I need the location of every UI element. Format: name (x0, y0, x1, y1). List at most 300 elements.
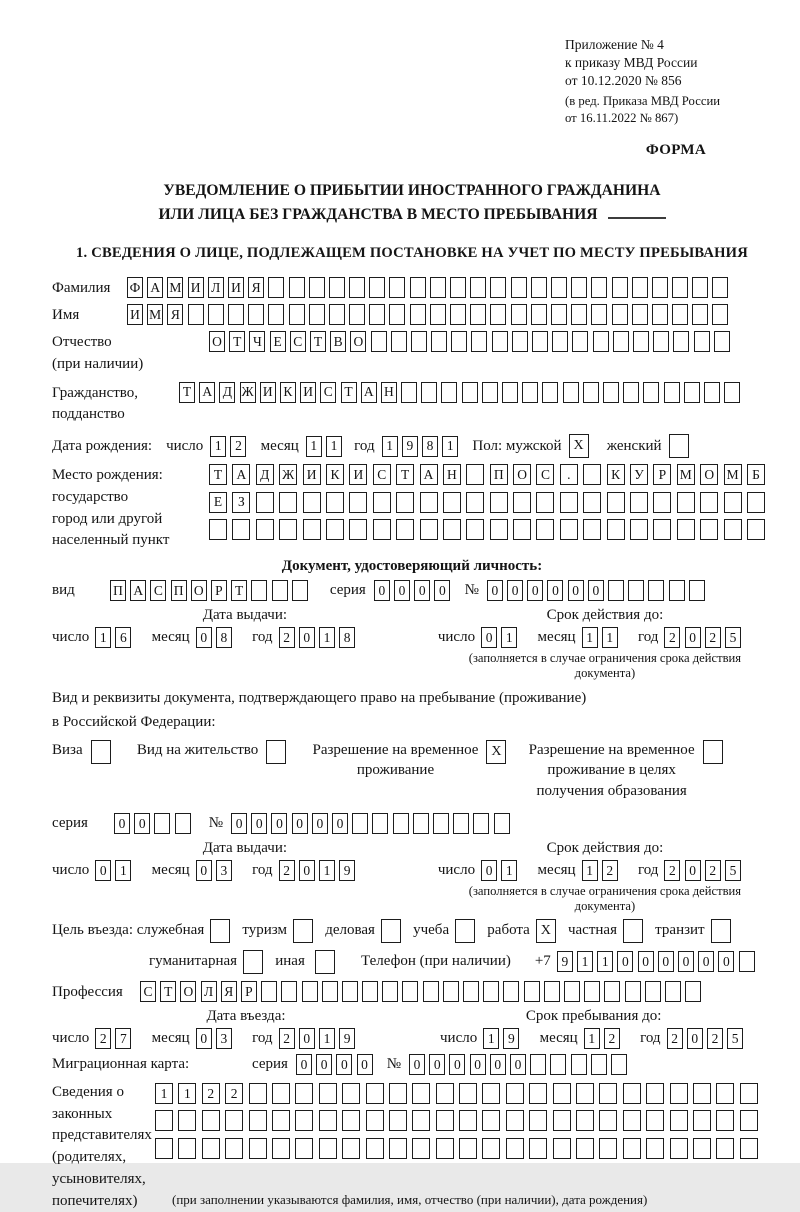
char-box[interactable] (672, 277, 688, 298)
char-box[interactable]: X (486, 740, 506, 764)
char-box[interactable]: 0 (434, 580, 450, 601)
char-box[interactable]: 1 (155, 1083, 173, 1104)
char-box[interactable] (154, 813, 170, 834)
char-box[interactable] (326, 492, 344, 513)
char-box[interactable] (319, 1083, 337, 1104)
char-box[interactable] (389, 304, 405, 325)
char-box[interactable] (560, 519, 578, 540)
char-box[interactable] (225, 1110, 243, 1131)
char-box[interactable] (513, 492, 531, 513)
char-box[interactable]: 0 (547, 580, 563, 601)
permit-valid-year-input[interactable] (664, 860, 745, 881)
char-box[interactable]: 0 (299, 860, 315, 881)
char-box[interactable]: 7 (115, 1028, 131, 1049)
char-box[interactable] (366, 1110, 384, 1131)
char-box[interactable] (225, 1138, 243, 1159)
char-box[interactable] (396, 519, 414, 540)
char-box[interactable] (511, 277, 527, 298)
char-box[interactable]: 0 (114, 813, 130, 834)
char-box[interactable]: 9 (557, 951, 573, 972)
id-valid-month-input[interactable] (582, 627, 622, 648)
char-box[interactable] (593, 331, 609, 352)
char-box[interactable]: И (188, 277, 204, 298)
char-box[interactable] (342, 1138, 360, 1159)
char-box[interactable] (611, 1054, 627, 1075)
char-box[interactable]: И (127, 304, 143, 325)
char-box[interactable] (583, 464, 601, 485)
char-box[interactable] (677, 492, 695, 513)
stay-day-input[interactable] (483, 1028, 523, 1049)
char-box[interactable] (643, 382, 659, 403)
visa-checkbox[interactable] (91, 740, 115, 764)
char-box[interactable]: 0 (414, 580, 430, 601)
char-box[interactable] (295, 1138, 313, 1159)
char-box[interactable] (584, 981, 600, 1002)
char-box[interactable]: 0 (568, 580, 584, 601)
char-box[interactable] (455, 919, 475, 943)
char-box[interactable] (381, 919, 401, 943)
char-box[interactable] (653, 492, 671, 513)
char-box[interactable] (362, 981, 378, 1002)
char-box[interactable]: 0 (490, 1054, 506, 1075)
char-box[interactable] (256, 519, 274, 540)
char-box[interactable] (716, 1083, 734, 1104)
char-box[interactable]: К (607, 464, 625, 485)
char-box[interactable] (366, 1083, 384, 1104)
char-box[interactable]: О (209, 331, 225, 352)
char-box[interactable]: 1 (326, 436, 342, 457)
char-box[interactable] (342, 1110, 360, 1131)
char-box[interactable]: 0 (394, 580, 410, 601)
char-box[interactable] (315, 950, 335, 974)
char-box[interactable] (155, 1138, 173, 1159)
char-box[interactable] (623, 1110, 641, 1131)
char-box[interactable] (599, 1110, 617, 1131)
humanitarian-checkbox[interactable] (243, 950, 267, 974)
temp-permit-checkbox[interactable] (486, 740, 510, 764)
char-box[interactable]: Т (229, 331, 245, 352)
char-box[interactable] (396, 492, 414, 513)
char-box[interactable]: А (420, 464, 438, 485)
char-box[interactable]: С (150, 580, 166, 601)
id-series-input[interactable] (374, 580, 455, 601)
char-box[interactable] (512, 331, 528, 352)
char-box[interactable] (281, 981, 297, 1002)
char-box[interactable] (564, 981, 580, 1002)
birth-month-input[interactable] (306, 436, 346, 457)
char-box[interactable] (490, 277, 506, 298)
name-input[interactable] (127, 304, 733, 325)
permit-issue-month-input[interactable] (196, 860, 236, 881)
char-box[interactable] (603, 382, 619, 403)
char-box[interactable]: Д (256, 464, 274, 485)
char-box[interactable] (740, 1083, 758, 1104)
char-box[interactable] (613, 331, 629, 352)
char-box[interactable] (303, 492, 321, 513)
char-box[interactable] (389, 1083, 407, 1104)
char-box[interactable] (511, 304, 527, 325)
char-box[interactable] (628, 580, 644, 601)
char-box[interactable] (430, 277, 446, 298)
char-box[interactable] (248, 304, 264, 325)
char-box[interactable]: 1 (442, 436, 458, 457)
char-box[interactable]: Д (219, 382, 235, 403)
male-checkbox[interactable] (569, 434, 593, 458)
char-box[interactable]: 3 (216, 1028, 232, 1049)
char-box[interactable]: 8 (422, 436, 438, 457)
char-box[interactable] (188, 304, 204, 325)
char-box[interactable]: 0 (481, 860, 497, 881)
char-box[interactable]: 0 (588, 580, 604, 601)
char-box[interactable] (431, 331, 447, 352)
char-box[interactable]: В (330, 331, 346, 352)
char-box[interactable] (747, 519, 765, 540)
char-box[interactable] (369, 304, 385, 325)
char-box[interactable] (256, 492, 274, 513)
char-box[interactable]: 9 (339, 860, 355, 881)
char-box[interactable] (175, 813, 191, 834)
char-box[interactable] (571, 277, 587, 298)
char-box[interactable]: 1 (483, 1028, 499, 1049)
char-box[interactable]: 0 (409, 1054, 425, 1075)
char-box[interactable]: 2 (602, 860, 618, 881)
char-box[interactable] (421, 382, 437, 403)
char-box[interactable]: 2 (705, 627, 721, 648)
char-box[interactable] (576, 1083, 594, 1104)
char-box[interactable]: 0 (299, 1028, 315, 1049)
char-box[interactable] (672, 304, 688, 325)
patronymic-input[interactable] (209, 331, 734, 352)
char-box[interactable]: 0 (271, 813, 287, 834)
char-box[interactable] (552, 331, 568, 352)
char-box[interactable] (272, 1138, 290, 1159)
char-box[interactable] (553, 1110, 571, 1131)
char-box[interactable] (371, 331, 387, 352)
char-box[interactable] (249, 1110, 267, 1131)
char-box[interactable] (272, 1083, 290, 1104)
char-box[interactable] (309, 277, 325, 298)
id-number-input[interactable] (487, 580, 709, 601)
char-box[interactable] (551, 304, 567, 325)
char-box[interactable] (450, 277, 466, 298)
char-box[interactable] (572, 331, 588, 352)
permit-issue-year-input[interactable] (279, 860, 360, 881)
char-box[interactable] (529, 1138, 547, 1159)
char-box[interactable] (529, 1110, 547, 1131)
char-box[interactable] (319, 1138, 337, 1159)
char-box[interactable] (459, 1083, 477, 1104)
char-box[interactable] (462, 382, 478, 403)
char-box[interactable]: 0 (374, 580, 390, 601)
char-box[interactable] (266, 740, 286, 764)
char-box[interactable] (694, 331, 710, 352)
char-box[interactable] (451, 331, 467, 352)
char-box[interactable]: 2 (225, 1083, 243, 1104)
char-box[interactable] (669, 434, 689, 458)
char-box[interactable] (531, 304, 547, 325)
char-box[interactable]: М (724, 464, 742, 485)
char-box[interactable]: Е (270, 331, 286, 352)
char-box[interactable] (716, 1110, 734, 1131)
char-box[interactable] (466, 492, 484, 513)
char-box[interactable]: Т (179, 382, 195, 403)
char-box[interactable]: Е (209, 492, 227, 513)
char-box[interactable] (443, 519, 461, 540)
char-box[interactable]: 0 (316, 1054, 332, 1075)
char-box[interactable] (604, 981, 620, 1002)
char-box[interactable] (482, 382, 498, 403)
char-box[interactable] (389, 1110, 407, 1131)
char-box[interactable] (673, 331, 689, 352)
char-box[interactable] (202, 1138, 220, 1159)
char-box[interactable]: 0 (507, 580, 523, 601)
char-box[interactable] (653, 331, 669, 352)
char-box[interactable] (591, 277, 607, 298)
work-checkbox[interactable] (536, 919, 560, 943)
char-box[interactable]: 1 (178, 1083, 196, 1104)
char-box[interactable]: 2 (279, 627, 295, 648)
char-box[interactable] (450, 304, 466, 325)
char-box[interactable] (178, 1110, 196, 1131)
char-box[interactable] (482, 1110, 500, 1131)
char-box[interactable] (349, 492, 367, 513)
char-box[interactable]: 1 (501, 860, 517, 881)
char-box[interactable] (724, 382, 740, 403)
entry-year-input[interactable] (279, 1028, 360, 1049)
char-box[interactable] (352, 813, 368, 834)
char-box[interactable] (436, 1138, 454, 1159)
birth-day-input[interactable] (210, 436, 250, 457)
private-checkbox[interactable] (623, 919, 647, 943)
char-box[interactable] (716, 1138, 734, 1159)
char-box[interactable]: 0 (299, 627, 315, 648)
char-box[interactable]: 9 (339, 1028, 355, 1049)
char-box[interactable] (466, 519, 484, 540)
char-box[interactable]: О (180, 981, 196, 1002)
permit-valid-day-input[interactable] (481, 860, 521, 881)
id-valid-year-input[interactable] (664, 627, 745, 648)
char-box[interactable] (646, 1138, 664, 1159)
char-box[interactable] (740, 1110, 758, 1131)
char-box[interactable]: Л (208, 277, 224, 298)
char-box[interactable]: А (199, 382, 215, 403)
char-box[interactable] (420, 519, 438, 540)
mc-series-input[interactable] (296, 1054, 377, 1075)
char-box[interactable] (506, 1138, 524, 1159)
char-box[interactable]: 0 (196, 1028, 212, 1049)
char-box[interactable] (503, 981, 519, 1002)
birthplace-line3-input[interactable] (209, 519, 770, 540)
char-box[interactable] (633, 331, 649, 352)
char-box[interactable] (652, 304, 668, 325)
edu-permit-checkbox[interactable] (703, 740, 727, 764)
char-box[interactable] (482, 1138, 500, 1159)
char-box[interactable]: И (260, 382, 276, 403)
char-box[interactable] (232, 519, 250, 540)
char-box[interactable] (433, 813, 449, 834)
char-box[interactable]: 0 (698, 951, 714, 972)
char-box[interactable]: А (232, 464, 250, 485)
char-box[interactable] (724, 492, 742, 513)
char-box[interactable] (704, 382, 720, 403)
char-box[interactable] (289, 277, 305, 298)
char-box[interactable]: 0 (470, 1054, 486, 1075)
char-box[interactable]: . (560, 464, 578, 485)
char-box[interactable] (366, 1138, 384, 1159)
char-box[interactable] (630, 519, 648, 540)
char-box[interactable] (630, 492, 648, 513)
char-box[interactable] (670, 1083, 688, 1104)
char-box[interactable] (703, 740, 723, 764)
char-box[interactable]: 2 (604, 1028, 620, 1049)
char-box[interactable] (483, 981, 499, 1002)
char-box[interactable]: Н (443, 464, 461, 485)
char-box[interactable] (712, 277, 728, 298)
char-box[interactable] (536, 519, 554, 540)
char-box[interactable]: 0 (487, 580, 503, 601)
char-box[interactable]: А (130, 580, 146, 601)
citizenship-input[interactable] (179, 382, 744, 403)
char-box[interactable]: 1 (582, 860, 598, 881)
char-box[interactable] (209, 519, 227, 540)
char-box[interactable] (492, 331, 508, 352)
char-box[interactable] (470, 277, 486, 298)
char-box[interactable]: Т (231, 580, 247, 601)
char-box[interactable] (700, 492, 718, 513)
char-box[interactable] (599, 1138, 617, 1159)
char-box[interactable]: 0 (296, 1054, 312, 1075)
char-box[interactable] (665, 981, 681, 1002)
char-box[interactable]: И (300, 382, 316, 403)
char-box[interactable]: К (326, 464, 344, 485)
char-box[interactable] (272, 1110, 290, 1131)
char-box[interactable] (430, 304, 446, 325)
char-box[interactable]: П (171, 580, 187, 601)
char-box[interactable]: Ф (127, 277, 143, 298)
char-box[interactable] (295, 1083, 313, 1104)
char-box[interactable] (612, 277, 628, 298)
char-box[interactable]: 5 (725, 627, 741, 648)
char-box[interactable]: И (303, 464, 321, 485)
char-box[interactable] (302, 981, 318, 1002)
char-box[interactable]: 2 (667, 1028, 683, 1049)
char-box[interactable] (329, 277, 345, 298)
char-box[interactable]: С (290, 331, 306, 352)
char-box[interactable] (712, 304, 728, 325)
char-box[interactable] (692, 304, 708, 325)
entry-month-input[interactable] (196, 1028, 236, 1049)
char-box[interactable]: 1 (582, 627, 598, 648)
char-box[interactable]: 1 (577, 951, 593, 972)
char-box[interactable] (342, 1083, 360, 1104)
char-box[interactable]: 2 (664, 627, 680, 648)
char-box[interactable]: Я (248, 277, 264, 298)
char-box[interactable] (466, 464, 484, 485)
char-box[interactable] (524, 981, 540, 1002)
char-box[interactable] (453, 813, 469, 834)
char-box[interactable] (251, 580, 267, 601)
char-box[interactable] (249, 1083, 267, 1104)
char-box[interactable] (349, 519, 367, 540)
char-box[interactable] (645, 981, 661, 1002)
char-box[interactable]: 0 (134, 813, 150, 834)
char-box[interactable] (560, 492, 578, 513)
char-box[interactable] (747, 492, 765, 513)
char-box[interactable] (326, 519, 344, 540)
char-box[interactable]: С (140, 981, 156, 1002)
char-box[interactable] (401, 382, 417, 403)
char-box[interactable]: Б (747, 464, 765, 485)
char-box[interactable]: 0 (678, 951, 694, 972)
char-box[interactable] (443, 492, 461, 513)
char-box[interactable]: 0 (685, 860, 701, 881)
char-box[interactable]: X (536, 919, 556, 943)
char-box[interactable] (685, 981, 701, 1002)
char-box[interactable] (670, 1138, 688, 1159)
char-box[interactable]: 0 (429, 1054, 445, 1075)
char-box[interactable] (210, 919, 230, 943)
id-kind-input[interactable] (110, 580, 312, 601)
official-checkbox[interactable] (210, 919, 234, 943)
char-box[interactable]: 1 (602, 627, 618, 648)
char-box[interactable]: 2 (705, 860, 721, 881)
char-box[interactable]: 0 (357, 1054, 373, 1075)
char-box[interactable]: С (320, 382, 336, 403)
char-box[interactable] (463, 981, 479, 1002)
char-box[interactable] (420, 492, 438, 513)
char-box[interactable] (309, 304, 325, 325)
char-box[interactable] (623, 1083, 641, 1104)
char-box[interactable] (349, 277, 365, 298)
char-box[interactable]: 2 (202, 1083, 220, 1104)
id-valid-day-input[interactable] (481, 627, 521, 648)
char-box[interactable]: 0 (196, 860, 212, 881)
char-box[interactable] (490, 492, 508, 513)
char-box[interactable] (623, 382, 639, 403)
char-box[interactable]: X (569, 434, 589, 458)
char-box[interactable] (571, 304, 587, 325)
char-box[interactable]: М (677, 464, 695, 485)
char-box[interactable]: 1 (597, 951, 613, 972)
char-box[interactable] (550, 1054, 566, 1075)
char-box[interactable] (441, 382, 457, 403)
char-box[interactable] (410, 277, 426, 298)
business-checkbox[interactable] (381, 919, 405, 943)
char-box[interactable]: Т (310, 331, 326, 352)
char-box[interactable]: Т (341, 382, 357, 403)
birthplace-line1-input[interactable] (209, 464, 770, 485)
char-box[interactable] (612, 304, 628, 325)
char-box[interactable] (410, 304, 426, 325)
char-box[interactable] (342, 981, 358, 1002)
char-box[interactable] (373, 492, 391, 513)
char-box[interactable] (319, 1110, 337, 1131)
char-box[interactable]: Я (167, 304, 183, 325)
char-box[interactable] (739, 951, 755, 972)
char-box[interactable]: 1 (306, 436, 322, 457)
char-box[interactable] (740, 1138, 758, 1159)
char-box[interactable]: М (147, 304, 163, 325)
char-box[interactable]: К (280, 382, 296, 403)
char-box[interactable] (576, 1138, 594, 1159)
char-box[interactable] (583, 382, 599, 403)
char-box[interactable] (443, 981, 459, 1002)
char-box[interactable] (646, 1110, 664, 1131)
char-box[interactable] (473, 813, 489, 834)
char-box[interactable] (292, 580, 308, 601)
char-box[interactable]: 5 (725, 860, 741, 881)
char-box[interactable]: 6 (115, 627, 131, 648)
